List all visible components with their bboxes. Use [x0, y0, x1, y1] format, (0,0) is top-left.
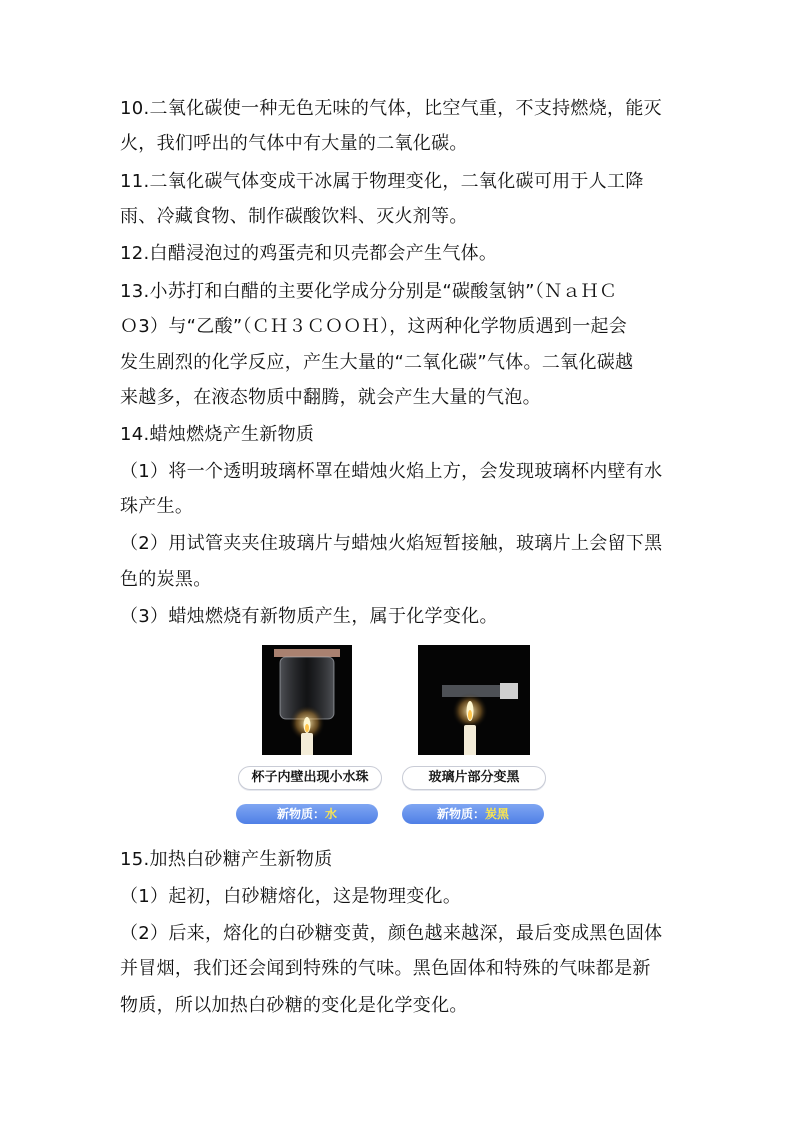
text-line-7: Ｏ3）与“乙酸”（ＣＨ３ＣＯＯＨ），这两种化学物质遇到一起会	[120, 316, 628, 337]
text-line-16: 15.加热白砂糖产生新物质	[120, 849, 333, 870]
right-caption: 玻璃片部分变黑	[402, 766, 546, 790]
text-line-14: 色的炭黑。	[120, 569, 212, 590]
text-line-19: 并冒烟，我们还会闻到特殊的气味。黑色固体和特殊的气味都是新	[120, 958, 651, 979]
text-line-17: （1）起初，白砂糖熔化，这是物理变化。	[120, 886, 462, 907]
right-result-badge	[402, 804, 544, 824]
text-line-1: 10.二氧化碳使一种无色无味的气体，比空气重，不支持燃烧，能灭	[120, 98, 662, 119]
text-line-6: 13.小苏打和白醋的主要化学成分分别是“碳酸氢钠”（ＮａＨＣ	[120, 281, 618, 302]
text-line-13: （2）用试管夹夹住玻璃片与蜡烛火焰短暂接触，玻璃片上会留下黑	[120, 533, 663, 554]
text-line-20: 物质，所以加热白砂糖的变化是化学变化。	[120, 995, 468, 1016]
glass-cup-candle-icon	[262, 645, 352, 755]
text-line-5: 12.白醋浸泡过的鸡蛋壳和贝壳都会产生气体。	[120, 243, 498, 264]
right-result-value: 炭黑	[485, 807, 510, 821]
glass-slide-photo	[418, 645, 530, 755]
left-result-prefix: 新物质：	[276, 807, 325, 821]
text-line-8: 发生剧烈的化学反应，产生大量的“二氧化碳”气体。二氧化碳越	[120, 352, 634, 373]
glass-cup-photo	[262, 645, 352, 755]
text-line-2: 火，我们呼出的气体中有大量的二氧化碳。	[120, 133, 468, 154]
left-result-badge	[236, 804, 378, 824]
text-line-4: 雨、冷藏食物、制作碳酸饮料、灭火剂等。	[120, 206, 468, 227]
text-line-11: （1）将一个透明玻璃杯罩在蜡烛火焰上方，会发现玻璃杯内壁有水	[120, 461, 663, 482]
text-line-15: （3）蜡烛燃烧有新物质产生，属于化学变化。	[120, 606, 498, 627]
glass-slide-candle-icon	[418, 645, 530, 755]
right-result-prefix: 新物质：	[436, 807, 485, 821]
text-line-9: 来越多，在液态物质中翻腾，就会产生大量的气泡。	[120, 387, 541, 408]
left-result-value: 水	[325, 807, 338, 821]
text-line-10: 14.蜡烛燃烧产生新物质	[120, 424, 315, 445]
text-line-3: 11.二氧化碳气体变成干冰属于物理变化，二氧化碳可用于人工降	[120, 171, 644, 192]
text-line-18: （2）后来，熔化的白砂糖变黄，颜色越来越深，最后变成黑色固体	[120, 923, 663, 944]
left-caption: 杯子内壁出现小水珠	[238, 766, 382, 790]
text-line-12: 珠产生。	[120, 496, 194, 517]
